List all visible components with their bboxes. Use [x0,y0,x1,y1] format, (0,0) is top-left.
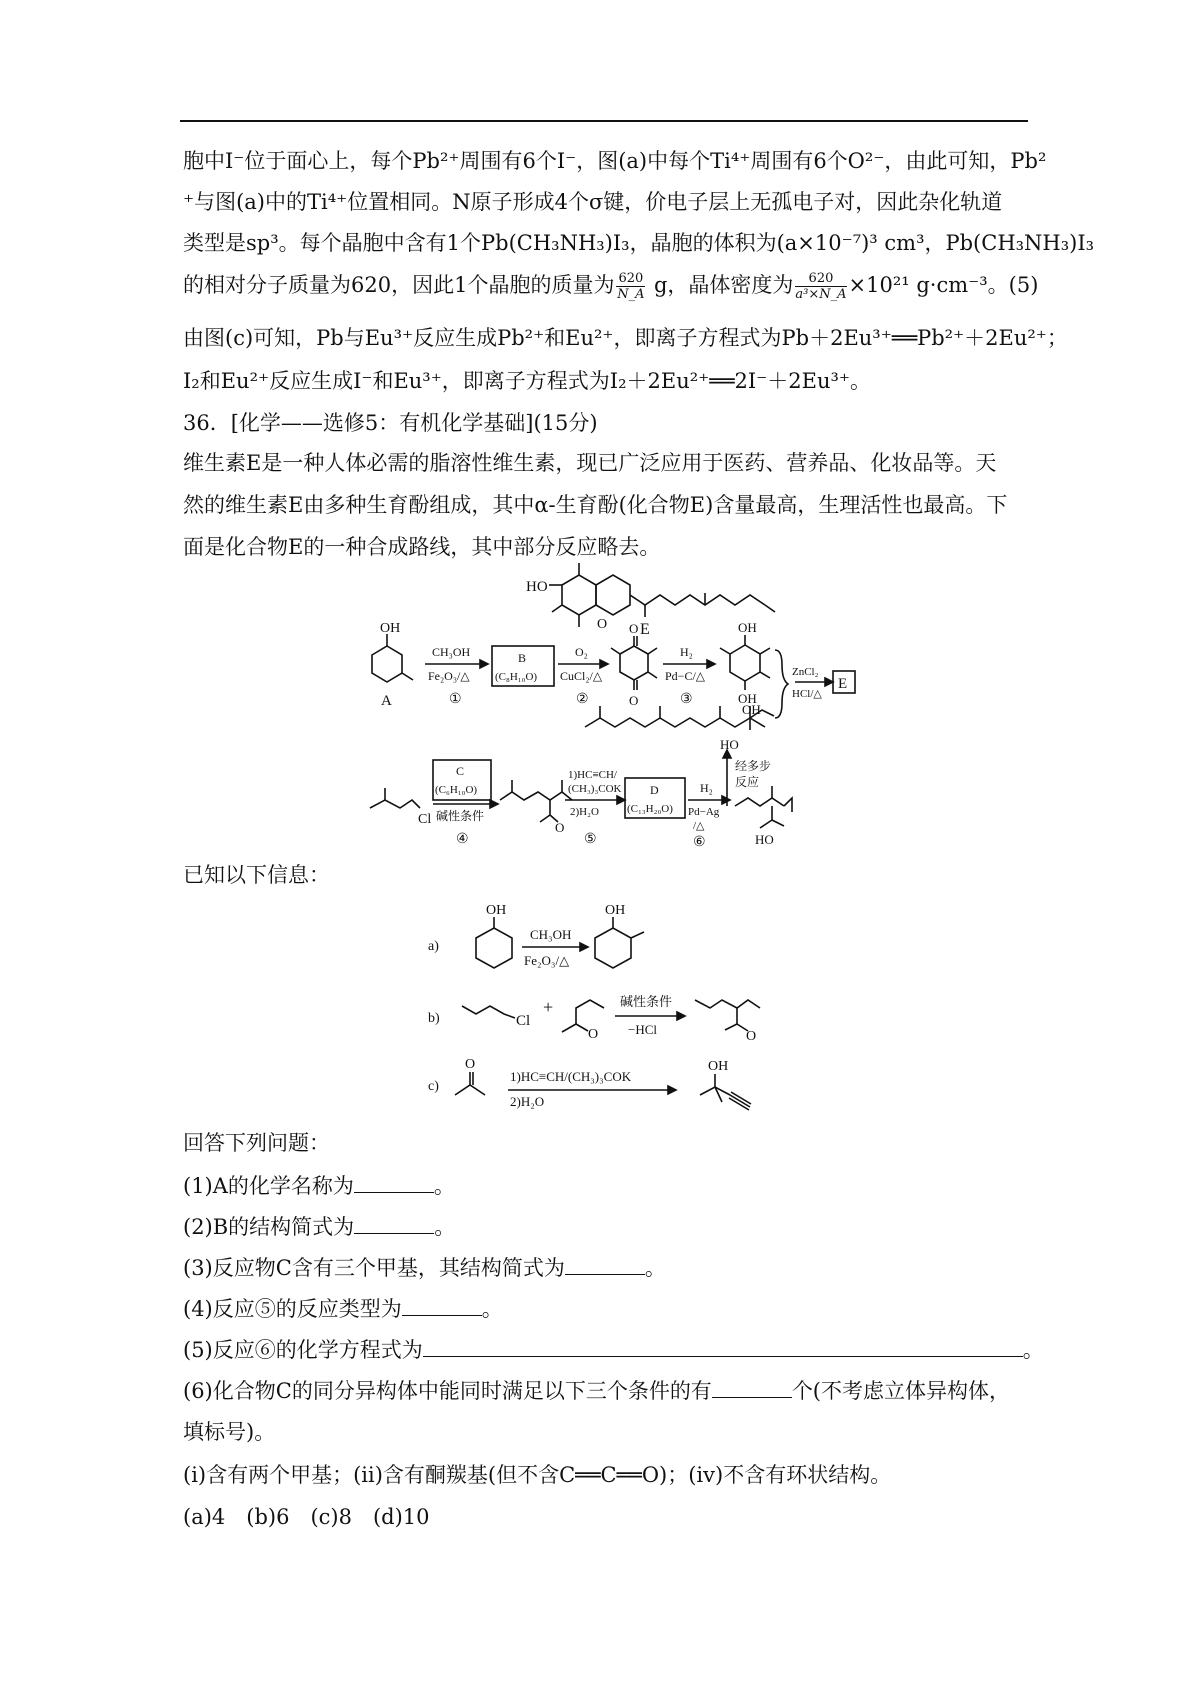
multi-step-1: 经多步 [735,759,772,773]
question-1-text: (1)A的化学名称为 [183,1174,354,1198]
question-3 [183,1253,666,1283]
e-ho: HO [526,579,548,595]
question-4 [183,1294,503,1324]
known-b-o2: O [746,1029,757,1044]
known-c-bottom: 2)H₂O [510,1094,545,1109]
hq-oh1: OH [738,620,757,635]
known-b-product [695,1000,760,1008]
solution-line-1: 胞中I⁻位于面心上，每个Pb²⁺周围有6个I⁻，图(a)中每个Ti⁴⁺周围有6个O²⁻，由此可知，Pb² [183,149,1047,173]
r5-num: ⑤ [584,832,597,847]
question-6-cont: 填标号)。 [183,1420,276,1444]
question-5-text: (5)反应⑥的化学方程式为 [183,1338,423,1362]
question-heading: 36．[化学——选修5：有机化学基础](15分) [183,411,598,435]
known-c-acetone [455,1085,485,1095]
r1-top: CH₃OH [432,645,471,659]
quinone-o1: O [629,621,639,636]
known-b-top: 碱性条件 [620,994,673,1009]
choices: (a)4 (b)6 (c)8 (d)10 [183,1505,430,1529]
final-ho: HO [755,832,774,847]
question-2 [183,1212,455,1242]
zn-bottom: HCl/△ [792,688,822,700]
r6-bottom2: /△ [693,820,705,832]
question-6-text: (6)化合物C的同分异构体中能同时满足以下三个条件的有 [183,1379,712,1403]
known-c-oh: OH [708,1059,729,1074]
question-2-end: 。 [434,1215,456,1239]
known-b-o1: O [588,1027,599,1042]
r3-top: H₂ [680,645,693,659]
known-a-cresol-ring [595,928,631,968]
known-a-oh2: OH [605,903,626,918]
r3-bottom: Pd−C/△ [665,669,706,683]
e-label: E [640,621,650,638]
known-c-label: c) [428,1079,439,1094]
question-para-2: 然的维生素E由多种生育酚组成，其中α-生育酚(化合物E)含量最高，生理活性也最高。下 [183,493,1008,517]
up-ho: HO [720,737,739,752]
cl-label: Cl [418,812,432,827]
solution-line-3: 类型是sp³。每个晶胞中含有1个Pb(CH₃NH₃)I₃，晶胞的体积为(a×10⁻⁷)³ cm³，Pb(CH₃NH₃)I₃ [183,231,1095,255]
d-label: D [650,783,659,797]
known-a-top: CH₃OH [530,927,572,942]
answer-blank-3[interactable] [565,1254,645,1275]
r1-num: ① [449,692,462,707]
conditions: (ⅰ)含有两个甲基；(ⅱ)含有酮羰基(但不含C══C══O)；(ⅳ)不含有环状结构。 [183,1463,892,1487]
fraction-density-num: 620 [795,271,846,287]
a-oh: OH [380,621,401,636]
known-b-label: b) [428,1011,440,1026]
zn-top: ZnCl₂ [792,666,819,678]
question-2-text: (2)B的结构简式为 [183,1215,355,1239]
ketone-o: O [555,820,565,835]
c-formula: (C₆H₁₀O) [435,784,478,796]
fraction-density-den: a³×N_A [795,287,847,302]
question-3-text: (3)反应物C含有三个甲基，其结构简式为 [183,1256,565,1280]
question-3-end: 。 [644,1256,666,1280]
known-a-bottom: Fe₂O₃/△ [524,953,570,968]
r6-top: H₂ [700,781,713,795]
a-label: A [381,693,392,709]
multi-step-2: 反应 [735,775,760,789]
r2-bottom: CuCl₂/△ [560,669,603,683]
r3-num: ③ [680,692,693,707]
d-formula: (C₁₃H₂₀O) [627,803,673,815]
question-1-end: 。 [433,1174,455,1198]
solution-line-5: 由图(c)可知，Pb与Eu³⁺反应生成Pb²⁺和Eu²⁺，即离子方程式为Pb＋2Eu³⁺══Pb²⁺＋2Eu²⁺； [183,326,1068,350]
solution-line-4a: 的相对分子质量为620，因此1个晶胞的质量为 [183,273,615,297]
e-ring-o: O [597,617,608,632]
question-5 [183,1335,1044,1365]
known-a-phenol-ring [476,928,512,968]
question-para-1: 维生素E是一种人体必需的脂溶性维生素，现已广泛应用于医药、营养品、化妆品等。天 [183,451,997,475]
answers-title: 回答下列问题： [183,1131,330,1155]
e-box-label: E [838,676,848,692]
question-para-3: 面是化合物E的一种合成路线，其中部分反应略去。 [183,535,661,559]
question-6-text-b: 个(不考虑立体异构体， [791,1379,1011,1403]
r2-num: ② [576,692,589,707]
question-5-end: 。 [1022,1338,1044,1362]
solution-line-2: ⁺与图(a)中的Ti⁴⁺位置相同。N原子形成4个σ键，价电子层上无孤电子对，因此杂化轨道 [183,190,1003,214]
r2-top: O₂ [575,645,588,659]
solution-line-6: I₂和Eu²⁺反应生成I⁻和Eu³⁺，即离子方程式为I₂＋2Eu²⁺══2I⁻＋2Eu³⁺。 [183,369,871,393]
solution-line-4b: g，晶体密度为 [647,273,794,297]
fraction-mass-den: N_A [617,287,645,302]
known-a-oh1: OH [486,903,507,918]
fraction-mass-num: 620 [618,271,644,286]
question-6 [183,1376,1010,1406]
r1-bottom: Fe₂O₃/△ [428,669,470,683]
c-label: C [456,764,465,778]
known-b-allyl-chloride [462,1006,515,1018]
known-a-label: a) [428,939,439,954]
known-title: 已知以下信息： [183,863,330,887]
question-1 [183,1171,455,1201]
b-formula: (C₈H₁₀O) [495,671,538,683]
known-b-plus: + [543,997,554,1017]
quinone-o2: O [629,693,639,708]
r4-cond: 碱性条件 [436,809,485,823]
known-b-bottom: −HCl [628,1022,658,1037]
answer-blank-5[interactable] [423,1336,1023,1357]
r4-num: ④ [456,832,469,847]
known-c-top: 1)HC≡CH/(CH₃)₃COK [510,1069,632,1084]
r5-top1: 1)HC≡CH/ [568,769,617,781]
answer-blank-4[interactable] [402,1295,482,1316]
answer-blank-2[interactable] [354,1213,434,1234]
question-4-end: 。 [481,1297,503,1321]
r5-bottom: 2)H₂O [570,806,599,818]
r5-top2: (CH₃)₃COK [568,783,622,795]
b-label: B [518,651,527,665]
known-b-cl: Cl [516,1013,531,1029]
r6-num: ⑥ [693,835,706,850]
hq-oh2: OH [738,691,757,706]
answer-blank-6[interactable] [712,1377,792,1398]
long-oh: OH [742,702,761,717]
answer-blank-1[interactable] [354,1172,434,1193]
solution-line-4c: ×10²¹ g·cm⁻³。(5) [848,273,1039,297]
known-c-o: O [465,1057,476,1072]
r6-bottom1: Pd−Ag [688,806,720,818]
question-4-text: (4)反应⑤的反应类型为 [183,1297,402,1321]
